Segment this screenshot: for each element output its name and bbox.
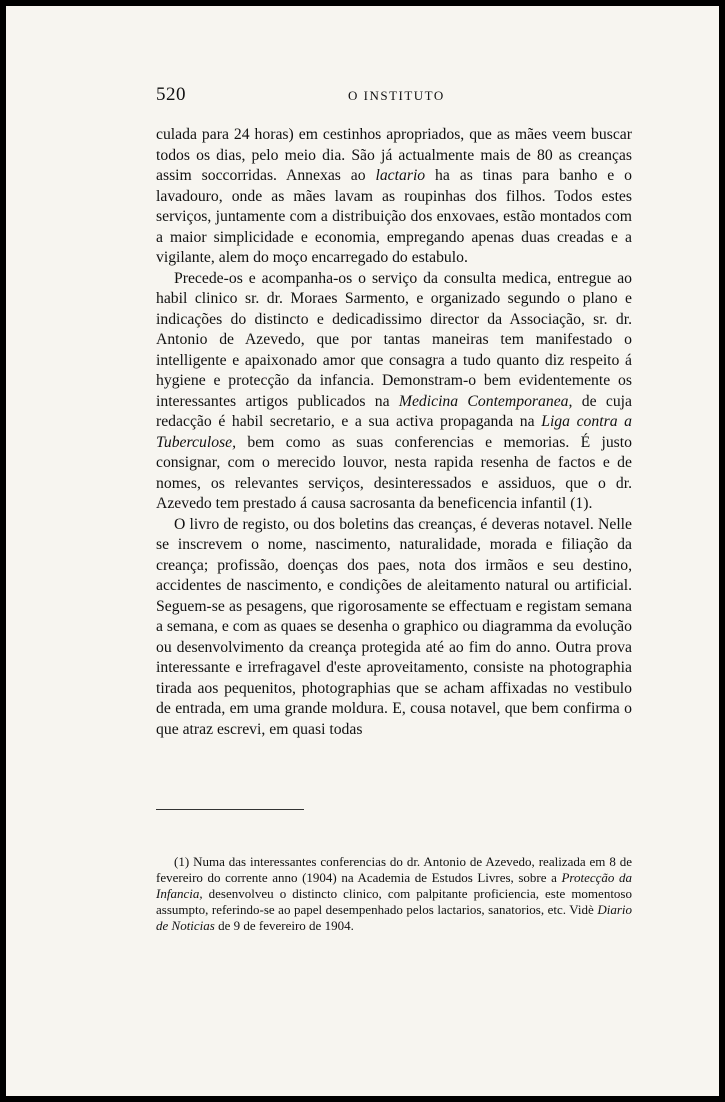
footnote-italic-1: Protecção da Infancia, bbox=[156, 870, 632, 901]
paragraph-2-text-c: bem como as suas conferencias e memorias. É justo consignar, com o merecido louvor, nesta rapida resenha de factos e de nomes, os relevantes serviços, desinteressados e assiduos, que o dr. Azevedo tem prestado á causa sacrosanta da beneficencia infantil (1). bbox=[156, 433, 632, 512]
footnote-italic-2: Diario de Noticias bbox=[156, 902, 632, 933]
page-header bbox=[156, 84, 606, 108]
paragraph-2-italic-1: Medicina Contemporanea, bbox=[398, 392, 573, 410]
footnote-text-c: de 9 de fevereiro de 1904. bbox=[214, 918, 354, 933]
paragraph-1-text-a: culada para 24 horas) em cestinhos apropriados, que as mães veem buscar todos os dias, pelo meio dia. São já actualmente mais de 80 as creanças assim soccorridas. Annexas ao bbox=[156, 126, 632, 184]
footnote bbox=[156, 854, 632, 934]
paragraph-2-italic-2: Liga contra a Tuberculose, bbox=[156, 413, 632, 451]
footnote-rule bbox=[156, 809, 304, 810]
body-text bbox=[156, 125, 632, 740]
paragraph-2-text-b: de cuja redacção é habil secretario, e a sua activa propaganda na bbox=[156, 392, 632, 430]
page-number: 520 bbox=[156, 84, 186, 105]
paragraph-2-text-a: Precede-os e acompanha-os o serviço da consulta medica, entregue ao habil clinico sr. dr. Moraes Sarmento, e organizado segundo o plano e indicações do distincto e dedicadissimo director da Associação, sr. dr. Antonio de Azevedo, que por tantas maneiras tem manifestado o intelligente e apaixonado amor que consagra a tudo quanto diz respeito á hygiene e protecção da infancia. Demonstram-o bem evidentemente os interessantes artigos publicados na bbox=[156, 269, 632, 410]
book-page bbox=[6, 6, 719, 1096]
paragraph-1 bbox=[156, 125, 632, 269]
running-title: O INSTITUTO bbox=[348, 88, 445, 103]
footnote-text-a: (1) Numa das interessantes conferencias do dr. Antonio de Azevedo, realizada em 8 de fevereiro do corrente anno (1904) na Academia de Estudos Livres, sobre a bbox=[156, 854, 632, 885]
footnote-paragraph bbox=[156, 854, 632, 934]
paragraph-1-text-b: ha as tinas para banho e o lavadouro, onde as mães lavam as roupinhas dos filhos. Todos estes serviços, juntamente com a distribuição dos enxovaes, estão montados com a maior simplicidade e economia, empregando apenas duas creadas e a vigilante, alem do moço encarregado do estabulo. bbox=[156, 167, 632, 266]
paragraph-2 bbox=[156, 269, 632, 515]
paragraph-1-italic: lactario bbox=[375, 167, 426, 184]
footnote-text-b: desenvolveu o distincto clinico, com palpitante proficiencia, este momentoso assumpto, referindo-se ao papel desempenhado pelos lactarios, sanatorios, etc. Vidè bbox=[156, 886, 632, 917]
paragraph-3: O livro de registo, ou dos boletins das creanças, é deveras notavel. Nelle se inscrevem o nome, nascimento, naturalidade, morada e filiação da creança; profissão, doenças dos paes, nota dos irmãos e seu destino, accidentes de nascimento, e condições de aleitamento natural ou artificial. Seguem-se as pesagens, que rigorosamente se effectuam e registam semana a semana, e com as quaes se desenha o graphico ou diagramma da evolução ou desenvolvimento da creança protegida até ao fim do anno. Outra prova interessante e irrefragavel d'este aproveitamento, consiste na photographia tirada aos pequenitos, photographias que se acham affixadas no vestibulo de entrada, em uma grande moldura. E, cousa notavel, que bem confirma o que atraz escrevi, em quasi todas bbox=[156, 515, 632, 738]
